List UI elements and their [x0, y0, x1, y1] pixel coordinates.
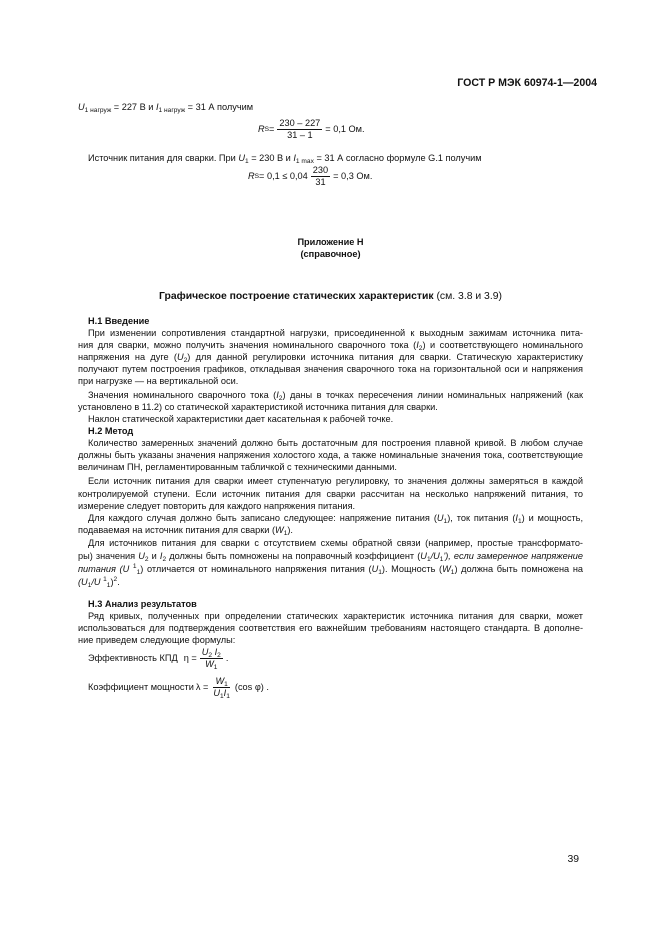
document-header: ГОСТ Р МЭК 60974-1—2004	[457, 77, 597, 89]
text: ) для данной регулировки источника питания для сварки. Статическую характеристику	[187, 352, 583, 362]
var-u: U	[176, 352, 184, 362]
sub: 1	[87, 582, 92, 589]
sub: 1 max	[295, 158, 314, 165]
sup: 1	[132, 563, 137, 570]
annex-title: Приложение Н	[297, 237, 364, 247]
text: ), ток питания (	[447, 513, 516, 523]
text: ры) значения	[78, 551, 139, 561]
var-i: I	[212, 647, 218, 657]
var-u: U	[213, 688, 220, 698]
intro-line-2	[88, 152, 482, 165]
sub: 1	[136, 569, 141, 576]
var-u: U	[238, 153, 245, 163]
fraction	[200, 647, 223, 670]
text: ния для сварки, можно получить значения номинального сварочного тока (	[78, 340, 417, 350]
h3-p1-line3: ние приведем следующие формулы:	[78, 635, 236, 645]
numerator: 230 – 227	[279, 118, 321, 128]
h2-p1-line1: Количество замеренных значений должно быть достаточным для построения плавной кривой. В любом случае	[88, 438, 583, 448]
var-u: U	[78, 102, 85, 112]
h2-p1-line2: должны быть указаны значения напряжения холостого хода, а также номинальные значения тока, соответствующие	[78, 450, 583, 460]
text: = 0,1 ≤ 0,04	[259, 171, 308, 181]
var-u: /U	[430, 551, 440, 561]
h1-p1-line1: При изменении сопротивления стандартной нагрузки, присоединенной к выходным зажимам источника пита-	[88, 328, 583, 338]
sub: 1 нагруж	[158, 107, 186, 114]
h3-p1-line2: использоваться для подтверждения соответствия его важнейшим требованиям настоящего стандарта. В дополне-	[78, 623, 583, 633]
annex-subtitle: (справочное)	[300, 249, 361, 259]
text: )	[110, 577, 114, 587]
heading-ref: (см. 3.8 и 3.9)	[433, 291, 502, 302]
text: (U	[78, 577, 88, 587]
text: напряжения на дуге (	[78, 352, 177, 362]
text: ) и мощность,	[521, 513, 583, 523]
fraction	[211, 676, 232, 699]
var-u: U	[138, 551, 145, 561]
sub: 2	[217, 652, 221, 659]
sub: 2	[278, 395, 283, 402]
text: Значения номинального сварочного тока (	[88, 390, 277, 400]
formula-rs-1: R S = $\frac{230 - 227}{31 - 1}$ = 0,1 Ом.	[258, 118, 365, 140]
h2-p2-line3: измерение следует повторить для каждого напряжения питания.	[78, 501, 356, 511]
h1-p3: Наклон статической характеристики дает касательная к рабочей точке.	[88, 414, 394, 424]
formula-label: Коэффициент мощности	[88, 682, 194, 692]
var-i: I	[155, 102, 159, 112]
sub: 1	[517, 518, 522, 525]
text: .	[225, 653, 229, 663]
sub: 1	[106, 582, 111, 589]
text: Для каждого случая должно быть записано следующее: напряжение питания (	[88, 513, 437, 523]
text: = 0,3 Ом.	[333, 171, 373, 181]
h1-p1-line5: при нагрузке — на вертикальной оси.	[78, 376, 239, 386]
text: =	[269, 124, 275, 134]
var-i: I	[159, 551, 163, 561]
text: ). Мощность (	[381, 564, 443, 574]
h2-p2-line2: контролируемой ступени. Если источник питания для сварки рассчитан на несколько напряжений питания, то	[78, 489, 583, 499]
symbol-eta: η =	[183, 653, 197, 663]
sub: 1	[213, 664, 218, 671]
sub: 1	[426, 556, 431, 563]
h2-p4-line4	[78, 576, 120, 589]
var-r: R	[258, 124, 265, 134]
denominator: 31 – 1	[287, 130, 313, 140]
text: = 31 А согласно формуле G.1 получим	[313, 153, 482, 163]
var-w: W	[215, 676, 225, 686]
section-h1-title: Н.1 Введение	[88, 316, 150, 326]
var-w: W	[205, 659, 214, 669]
sub: 1	[244, 158, 249, 165]
sub: 1	[378, 569, 382, 576]
annex-heading	[0, 290, 661, 303]
sup: 2	[113, 576, 118, 583]
heading-text: Графическое построение статических характеристик	[159, 291, 434, 302]
fraction	[311, 165, 330, 188]
intro-line-1	[78, 101, 253, 114]
var-u: U	[436, 513, 444, 523]
text: = 0,1 Ом.	[325, 124, 365, 134]
sub: 2	[183, 357, 188, 364]
h2-p2-line1: Если источник питания для сварки имеет ступенчатую регулировку, то значения должны замеряться в каждой	[88, 476, 583, 486]
h1-p2-line2: установлено в 11.2) со статической характеристикой источника питания для сварки.	[78, 402, 438, 412]
formula-power-factor	[88, 676, 269, 699]
text: питания (U	[78, 564, 133, 574]
sub: 2	[208, 652, 213, 659]
var-u: U	[201, 647, 209, 657]
symbol-lambda: λ =	[195, 682, 209, 692]
h2-p3-line2	[78, 524, 583, 537]
text: = 230 В и	[248, 153, 294, 163]
text: ) даны в точках пересечения линии номинальных напряжений (как	[282, 390, 583, 400]
var-i: I	[416, 340, 419, 350]
sub: 1	[224, 681, 228, 688]
text: '), если замеренное напряжение	[443, 551, 583, 561]
denominator	[211, 688, 232, 699]
sub: 2	[144, 556, 149, 563]
sub: 1	[439, 556, 444, 563]
text: ) и соответствующего номинального	[422, 340, 583, 350]
var-r: R	[248, 171, 255, 181]
text: (cos φ) .	[234, 682, 269, 692]
h2-p4-line2	[78, 550, 583, 563]
var-u: U	[420, 551, 427, 561]
text: .	[117, 577, 120, 587]
sub: 1 нагруж	[84, 107, 112, 114]
formula-label: Эффективность КПД	[88, 653, 178, 663]
text: Источник питания для сварки. При	[88, 153, 239, 163]
text: /U	[91, 577, 104, 587]
h2-p1-line3: величинам ПН, регламентированным табличкой с техническими данными.	[78, 462, 397, 472]
sub: 1	[226, 693, 230, 700]
h1-p1-line4: получают путем построения графиков, откладывая значения сварочного тока на горизонтальной оси и напряжения	[78, 364, 583, 374]
sub: 1	[450, 569, 455, 576]
formula-rs-2: R S = 0,1 ≤ 0,04 $\frac{230}{31}$ = 0,3 Ом.	[248, 165, 373, 187]
h2-p4-line1: Для источников питания для сварки с отсутствием схемы обратной связи (например, простые трансформато-	[88, 538, 583, 548]
section-h3-title: Н.3 Анализ результатов	[88, 599, 197, 609]
var-i: I	[223, 688, 227, 698]
var-i: I	[276, 390, 279, 400]
var-u: U	[371, 564, 379, 574]
text: должны быть помножены на поправочный коэффициент (	[166, 551, 421, 561]
numerator	[200, 647, 223, 659]
page-number: 39	[567, 854, 579, 865]
denominator: 31	[315, 177, 326, 187]
sub: 2	[418, 345, 423, 352]
numerator	[213, 676, 229, 688]
text: и	[148, 551, 160, 561]
h3-p1-line1: Ряд кривых, полученных при определении статических характеристик источника питания для сварки, может	[88, 611, 583, 621]
text: подаваемая на источник питания для сварки (	[78, 525, 276, 535]
text: = 31 А получим	[185, 102, 254, 112]
text: = 227 В и	[111, 102, 156, 112]
sub: 1	[220, 693, 224, 700]
var-i: I	[515, 513, 518, 523]
sub: 2	[162, 556, 167, 563]
text: ) отличается от номинального напряжения питания (	[140, 564, 372, 574]
denominator	[203, 659, 219, 670]
var-w: W	[275, 525, 284, 535]
h2-p4-line3	[78, 563, 583, 576]
fraction	[277, 118, 322, 141]
var-w: W	[442, 564, 451, 574]
formula-efficiency	[88, 647, 228, 670]
sub: 1	[443, 518, 448, 525]
text: ).	[287, 525, 293, 535]
text: ) должна быть помножена на	[454, 564, 583, 574]
var-i: I	[293, 153, 296, 163]
section-h2-title: Н.2 Метод	[88, 426, 134, 436]
numerator: 230	[312, 165, 329, 175]
sup: 1	[103, 576, 107, 583]
sub: 1	[283, 530, 288, 537]
